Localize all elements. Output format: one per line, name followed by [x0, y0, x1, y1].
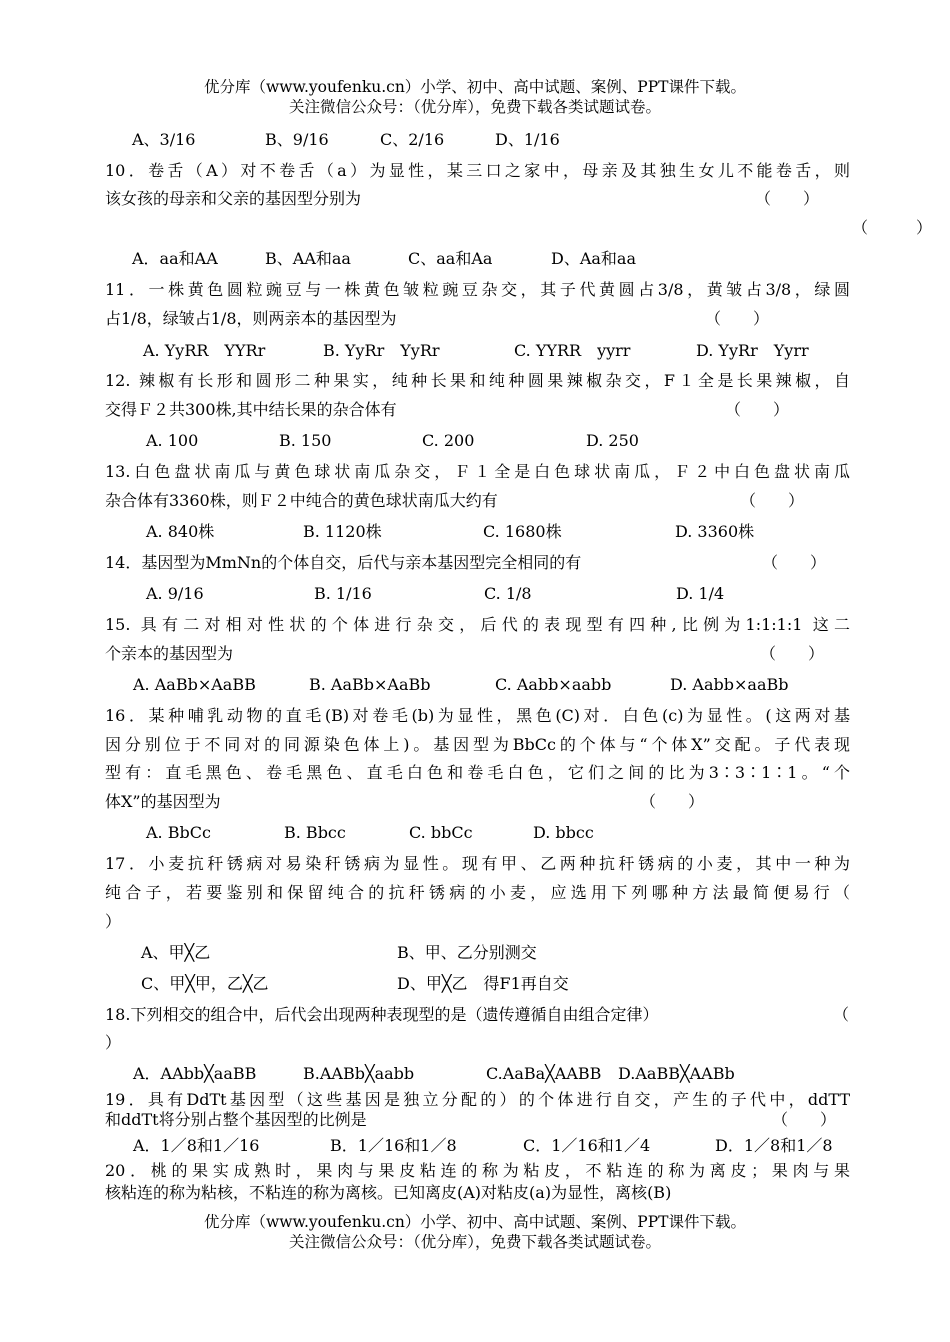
q14-options	[146, 584, 891, 604]
q13-stem-line-1: 13.白色盘状南瓜与黄色球状南瓜杂交，Ｆ１全是白色球状南瓜，Ｆ２中白色盘状南瓜	[105, 462, 850, 481]
q16-stem-line-4: 体X”的基因型为	[105, 792, 221, 811]
q18-stem-line-2: ）	[105, 1033, 122, 1052]
q17-option-c: C、甲╳甲，乙╳乙	[141, 974, 269, 993]
q12-option-d: D. 250	[586, 431, 639, 450]
q11-option-c: C. YYRR yyrr	[514, 341, 631, 360]
q9-option-a: A、3/16	[132, 130, 196, 149]
q15-option-b: B. AaBb×AaBb	[309, 675, 431, 694]
q15-option-a: A. AaBb×AaBB	[133, 675, 256, 694]
q12-stem-line-1: 12. 辣椒有长形和圆形二种果实，纯种长果和纯种圆果辣椒杂交，F１全是长果辣椒，自	[105, 371, 850, 390]
q15-stem-line-1: 15. 具有二对相对性状的个体进行杂交，后代的表现型有四种,比例为1:1:1:1 这二	[105, 615, 850, 634]
q11-stem-line-2: 占1/8，绿皱占1/8，则两亲本的基因型为	[105, 309, 397, 328]
q10-option-a: A．aa和AA	[132, 249, 218, 268]
q16-stem-line-1: 16．某种哺乳动物的直毛(B)对卷毛(b)为显性，黑色(C)对．白色(c)为显性。(这两对基	[105, 706, 850, 725]
q10-options	[132, 249, 877, 269]
q11-option-d: D. YyRr Yyrr	[696, 341, 809, 360]
q9-option-b: B、9/16	[265, 130, 329, 149]
q15-option-d: D. Aabb×aaBb	[670, 675, 789, 694]
q14-stem-line-1: 14．基因型为MmNn的个体自交，后代与亲本基因型完全相同的有	[105, 553, 582, 572]
q16-option-c: C. bbCc	[409, 823, 473, 842]
q13-stem-line-2: 杂合体有3360株，则Ｆ２中纯合的黄色球状南瓜大约有	[105, 491, 498, 510]
q10-answer-paren: （ ）	[755, 189, 820, 208]
q15-answer-paren: （ ）	[760, 644, 825, 663]
q16-stem-line-2: 因分别位于不同对的同源染色体上)。基因型为BbCc的个体与“个体X”交配。子代表现	[105, 735, 850, 754]
q16-options	[146, 823, 891, 843]
q9-option-c: C、2/16	[380, 130, 445, 149]
q16-option-b: B. Bbcc	[284, 823, 346, 842]
q13-options	[146, 522, 891, 542]
q18-paren-open: （	[833, 1005, 850, 1024]
q17-stem-line-3: ）	[105, 912, 122, 931]
q19-stem-line-1: 19．具有DdTt基因型（这些基因是独立分配的）的个体进行自交，产生的子代中，ddTT	[105, 1090, 850, 1109]
q17-stem-line-1: 17．小麦抗秆锈病对易染秆锈病为显性。现有甲、乙两种抗秆锈病的小麦，其中一种为	[105, 854, 850, 873]
q19-option-a: A．1／8和1／16	[133, 1136, 260, 1155]
q9-option-d: D、1/16	[495, 130, 560, 149]
q15-option-c: C. Aabb×aabb	[495, 675, 612, 694]
q10-stem-line-1: 10．卷舌（A）对不卷舌（a）为显性，某三口之家中，母亲及其独生女儿不能卷舌，则	[105, 161, 850, 180]
q17-option-d: D、甲╳乙 得F1再自交	[397, 974, 569, 993]
q18-stem-line-1: 18.下列相交的组合中，后代会出现两种表现型的是（遗传遵循自由组合定律）	[105, 1005, 659, 1024]
q10-stray-paren: （ ）	[852, 218, 933, 237]
q11-option-b: B. YyRr YyRr	[323, 341, 440, 360]
q12-stem-line-2: 交得Ｆ２共300株,其中结长果的杂合体有	[105, 400, 397, 419]
q12-option-a: A. 100	[146, 431, 199, 450]
q17-stem-line-2: 纯合子，若要鉴别和保留纯合的抗秆锈病的小麦，应选用下列哪种方法最简便易行（	[105, 883, 850, 902]
q10-option-d: D、Aa和aa	[551, 249, 637, 268]
q13-answer-paren: （ ）	[740, 491, 805, 510]
q18-option-c: C.AaBa╳AABB	[486, 1064, 602, 1083]
q19-options	[133, 1136, 878, 1156]
q17-options-row-2	[141, 974, 886, 994]
q18-options	[133, 1064, 878, 1084]
q14-option-d: D. 1/4	[676, 584, 725, 603]
q12-answer-paren: （ ）	[725, 400, 790, 419]
q12-options	[146, 431, 891, 451]
q14-option-c: C. 1/8	[484, 584, 532, 603]
q18-option-b: B.AABb╳aabb	[303, 1064, 415, 1083]
q18-option-d: D.AaBB╳AABb	[618, 1064, 735, 1083]
q15-stem-line-2: 个亲本的基因型为	[105, 644, 234, 663]
q19-stem-line-2: 和ddTt将分别占整个基因型的比例是	[105, 1110, 367, 1129]
q12-option-b: B. 150	[279, 431, 332, 450]
q9-options	[132, 130, 877, 150]
q14-option-a: A. 9/16	[146, 584, 204, 603]
q15-options	[133, 675, 878, 695]
q17-option-b: B、甲、乙分别测交	[397, 943, 537, 962]
q17-options-row-1	[141, 943, 886, 963]
q11-answer-paren: （ ）	[705, 309, 770, 328]
header-line-1: 优分库（www.youfenku.cn）小学、初中、高中试题、案例、PPT课件下载。	[203, 78, 747, 96]
q13-option-a: A. 840株	[146, 522, 215, 541]
q20-stem-line-2: 核粘连的称为粘核，不粘连的称为离核。已知离皮(A)对粘皮(a)为显性，离核(B)	[105, 1183, 672, 1202]
footer-line-2: 关注微信公众号：（优分库），免费下载各类试题试卷。	[288, 1233, 661, 1251]
q16-answer-paren: （ ）	[640, 792, 705, 811]
q19-answer-paren: （ ）	[772, 1110, 837, 1129]
q17-option-a: A、甲╳乙	[141, 943, 211, 962]
q16-option-d: D. bbcc	[533, 823, 594, 842]
q10-option-b: B、AA和aa	[265, 249, 351, 268]
footer-line-1: 优分库（www.youfenku.cn）小学、初中、高中试题、案例、PPT课件下载。	[203, 1213, 747, 1231]
q14-option-b: B. 1/16	[314, 584, 372, 603]
q14-answer-paren: （ ）	[762, 553, 827, 572]
q12-option-c: C. 200	[422, 431, 475, 450]
header-line-2: 关注微信公众号：（优分库），免费下载各类试题试卷。	[288, 98, 661, 116]
q10-option-c: C、aa和Aa	[408, 249, 493, 268]
q13-option-b: B. 1120株	[303, 522, 382, 541]
q20-stem-line-1: 20．桃的果实成熟时，果肉与果皮粘连的称为粘皮，不粘连的称为离皮；果肉与果	[105, 1161, 850, 1180]
q11-options	[143, 341, 888, 361]
q10-stem-line-2: 该女孩的母亲和父亲的基因型分别为	[105, 189, 362, 208]
q19-option-c: C．1／16和1／4	[523, 1136, 651, 1155]
q13-option-c: C. 1680株	[483, 522, 562, 541]
q11-option-a: A. YyRR YYRr	[143, 341, 266, 360]
q13-option-d: D. 3360株	[675, 522, 755, 541]
q19-option-d: D．1／8和1／8	[715, 1136, 833, 1155]
q11-stem-line-1: 11．一株黄色圆粒豌豆与一株黄色皱粒豌豆杂交，其子代黄圆占3/8，黄皱占3/8，绿圆	[105, 280, 850, 299]
q19-option-b: B．1／16和1／8	[330, 1136, 457, 1155]
q18-option-a: A．AAbb╳aaBB	[133, 1064, 257, 1083]
q16-option-a: A. BbCc	[146, 823, 211, 842]
q16-stem-line-3: 型有：直毛黑色、卷毛黑色、直毛白色和卷毛白色，它们之间的比为3∶3∶1∶1。“个	[105, 763, 850, 782]
